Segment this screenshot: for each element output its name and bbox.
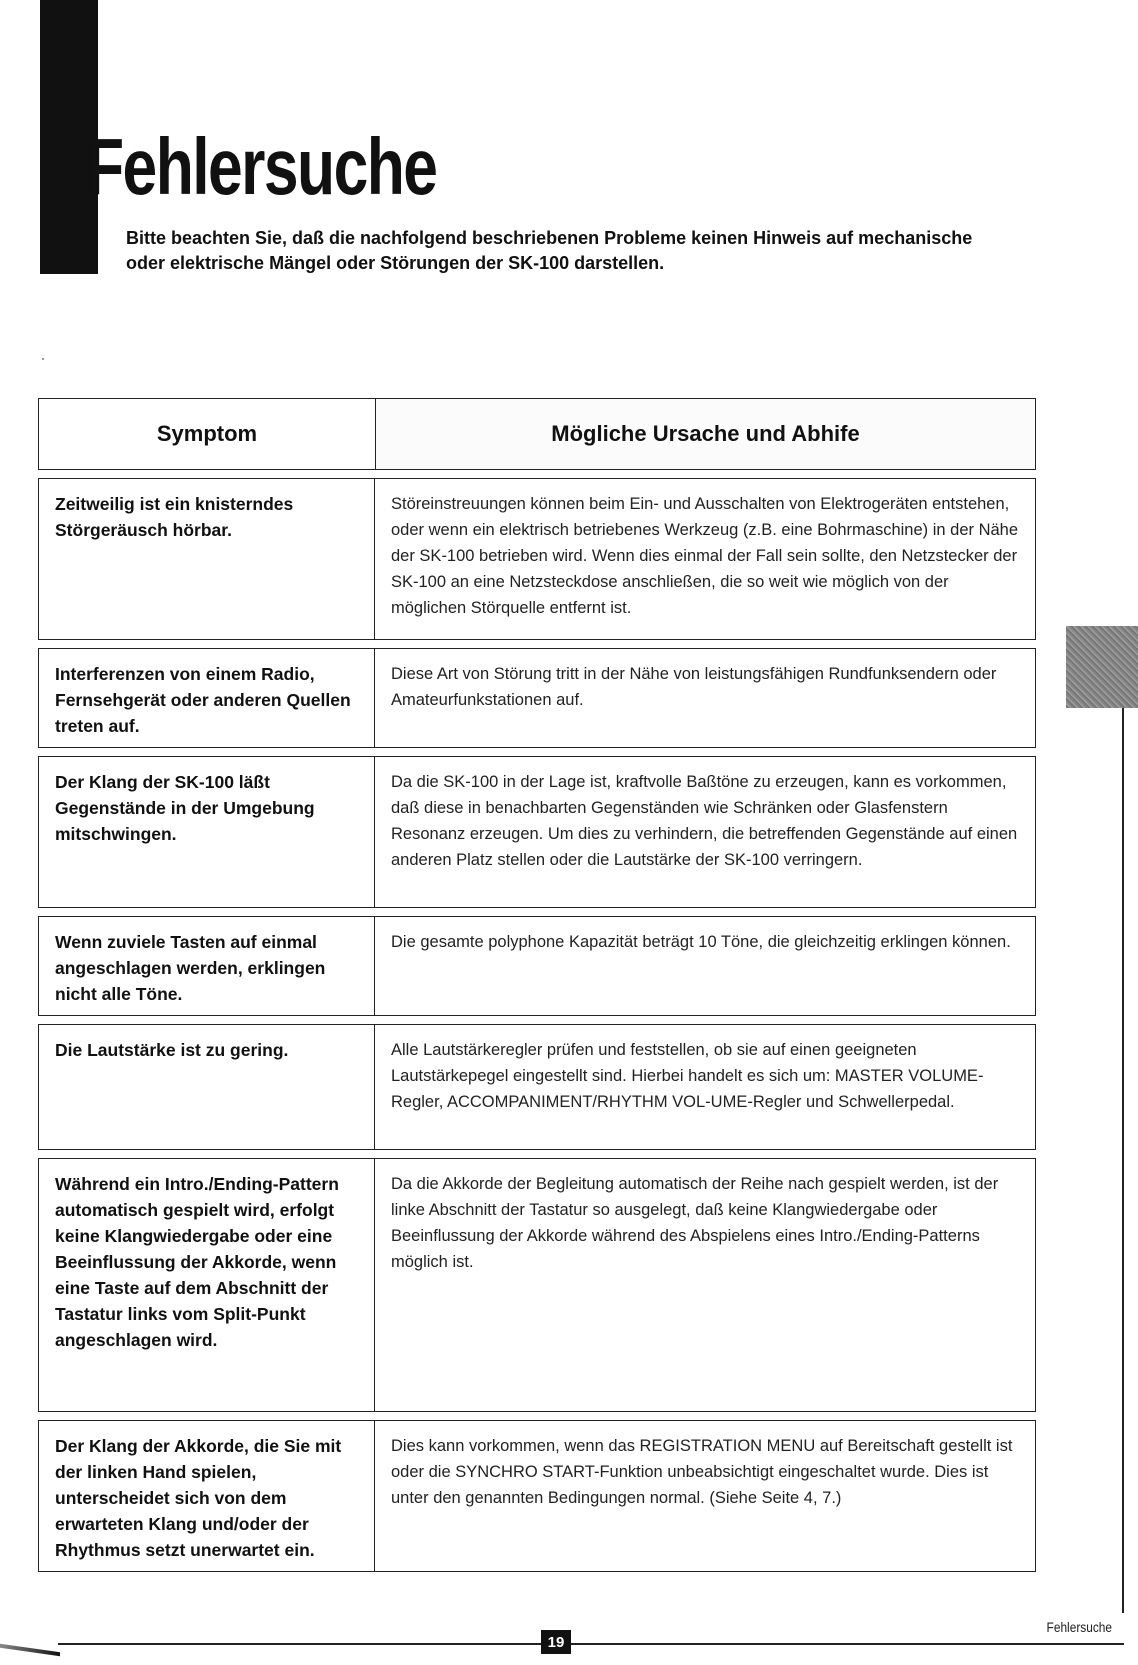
symptom-cell: Die Lautstärke ist zu gering. (39, 1025, 375, 1149)
table-row (38, 1420, 1036, 1572)
page-number: 19 (541, 1630, 571, 1654)
section-thumb-tab (1066, 626, 1138, 708)
scan-speck (42, 358, 44, 360)
symptom-cell: Wenn zuviele Tasten auf einmal angeschlagen werden, erklingen nicht alle Töne. (39, 917, 375, 1015)
cause-cell: Da die Akkorde der Begleitung automatisch der Reihe nach gespielt werden, ist der linke Abschnitt der Tastatur so ausgelegt, daß keine Klangwiedergabe oder Beeinflussung der Akkorde während des Abspielens eines Intro./Ending-Patterns möglich ist. (391, 1175, 999, 1271)
cause-cell: Störeinstreuungen können beim Ein- und Ausschalten von Elektrogeräten entstehen, oder wenn ein elektrisch betriebenes Werkzeug (z.B. eine Bohrmaschine) in der Nähe der SK-100 betrieben wird. Wenn dies einmal der Fall sein sollte, den Netzstecker der SK-100 an eine Netzsteckdose anschließen, die so weit wie möglich von der möglichen Störquelle entfernt ist. (391, 495, 1019, 617)
header-cause: Mögliche Ursache und Abhife (376, 399, 1035, 469)
cause-cell: Die gesamte polyphone Kapazität beträgt 10 Töne, die gleichzeitig erklingen können. (391, 933, 1011, 951)
symptom-cell: Während ein Intro./Ending-Pattern automatisch gespielt wird, erfolgt keine Klangwiedergabe oder eine Beeinflussung der Akkorde, wenn eine Taste auf dem Abschnitt der Tastatur links vom Split-Punkt angeschlagen wird. (39, 1159, 375, 1411)
table-row (38, 916, 1036, 1016)
troubleshooting-table (38, 398, 1036, 1572)
scan-corner-mark (0, 1644, 60, 1656)
symptom-cell: Der Klang der Akkorde, die Sie mit der linken Hand spielen, unterscheidet sich von dem erwarteten Klang und/oder der Rhythmus setzt unerwartet ein. (39, 1421, 375, 1571)
page-subtitle: Bitte beachten Sie, daß die nachfolgend beschriebenen Probleme keinen Hinweis auf mechanische oder elektrische Mängel oder Störungen der SK-100 darstellen. (126, 228, 973, 273)
header-symptom: Symptom (39, 399, 376, 469)
footer-section-label: Fehlersuche (1046, 1619, 1112, 1635)
cause-cell: Da die SK-100 in der Lage ist, kraftvolle Baßtöne zu erzeugen, kann es vorkommen, daß diese in benachbarten Gegenständen wie Schränken oder Glasfenstern Resonanz erzeugen. Um dies zu verhindern, die betreffenden Gegenstände auf einen anderen Platz stellen oder die Lautstärke der SK-100 verringern. (391, 773, 1018, 869)
table-header (38, 398, 1036, 470)
cause-cell: Alle Lautstärkeregler prüfen und feststellen, ob sie auf einen geeigneten Lautstärkepegel eingestellt sind. Hierbei handelt es sich um: MASTER VOLUME-Regler, ACCOMPANIMENT/RHYTHM VOL-UME-Regler und Schwellerpedal. (391, 1041, 984, 1111)
footer-rule (58, 1643, 1124, 1645)
table-row (38, 648, 1036, 748)
table-row (38, 1158, 1036, 1412)
symptom-cell: Zeitweilig ist ein knisterndes Störgeräusch hörbar. (39, 479, 375, 639)
right-margin-rule (1122, 708, 1124, 1613)
symptom-cell: Interferenzen von einem Radio, Fernsehgerät oder anderen Quellen treten auf. (39, 649, 375, 747)
page-title: Fehlersuche (86, 122, 437, 211)
cause-cell: Diese Art von Störung tritt in der Nähe von leistungsfähigen Rundfunksendern oder Amateurfunkstationen auf. (391, 665, 997, 709)
cause-cell: Dies kann vorkommen, wenn das REGISTRATION MENU auf Bereitschaft gestellt ist oder die SYNCHRO START-Funktion unbeabsichtigt eingeschaltet wurde. Dies ist unter den genannten Bedingungen normal. (Siehe Seite 4, 7.) (391, 1437, 1013, 1507)
symptom-cell: Der Klang der SK-100 läßt Gegenstände in der Umgebung mitschwingen. (39, 757, 375, 907)
table-row (38, 756, 1036, 908)
table-row (38, 478, 1036, 640)
table-row (38, 1024, 1036, 1150)
